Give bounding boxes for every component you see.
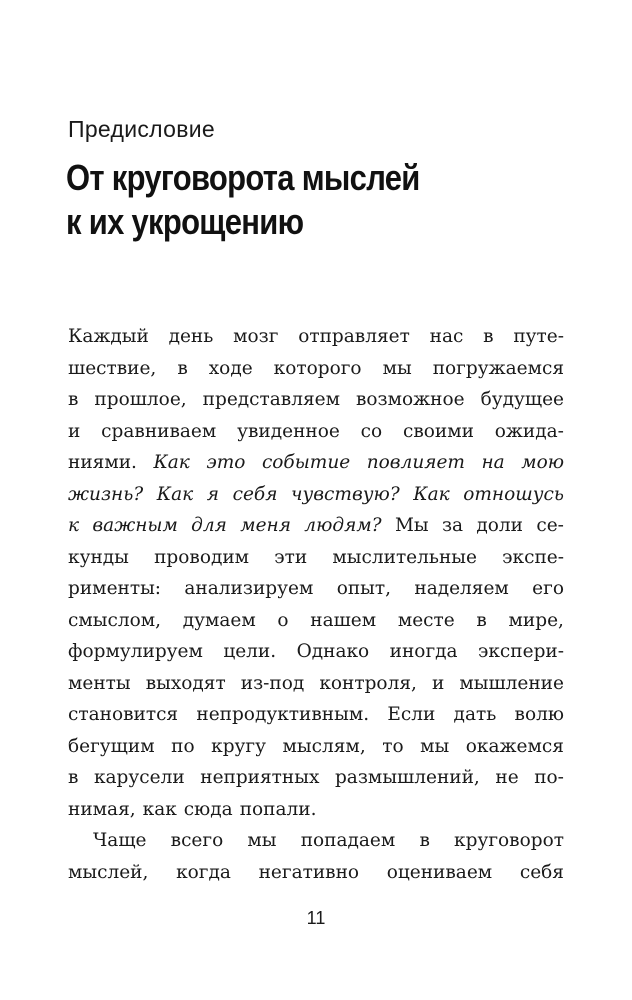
chapter-title	[66, 156, 420, 244]
word: и	[68, 420, 81, 442]
word: своими	[402, 420, 474, 442]
word: когда	[176, 861, 231, 883]
word: событие	[261, 452, 351, 473]
word: оцениваем	[386, 861, 493, 883]
word: как	[142, 798, 177, 820]
word: Если	[387, 704, 436, 725]
text-line	[68, 762, 564, 794]
word: за	[441, 515, 464, 536]
text-line	[68, 636, 564, 668]
word: будущее	[480, 389, 564, 410]
word: мире,	[508, 609, 564, 631]
text-line	[68, 857, 564, 889]
word: выходят	[145, 672, 226, 694]
word: менты	[68, 672, 131, 694]
word: в	[483, 326, 494, 347]
word: по	[171, 735, 195, 757]
chapter-title-line: От круговорота мыслей	[66, 157, 420, 198]
text-line	[68, 447, 564, 479]
word: и	[431, 672, 445, 694]
word: Как	[153, 452, 190, 473]
word: проводим	[154, 546, 250, 568]
text-line	[68, 510, 564, 542]
word: волю	[514, 704, 564, 725]
word: круговорот	[454, 830, 564, 851]
word: Как	[156, 483, 194, 505]
word: себя	[519, 861, 564, 883]
word: погружаемся	[432, 357, 564, 379]
word: размышлений,	[334, 767, 480, 788]
page-number: 11	[306, 908, 326, 928]
word: путе-	[513, 326, 564, 347]
word: иногда	[389, 641, 458, 662]
word: из-под	[240, 672, 305, 694]
section-kicker: Предисловие	[68, 116, 216, 142]
word: прошлое,	[94, 389, 187, 410]
word: бегущим	[68, 735, 155, 757]
word: его	[532, 578, 564, 599]
word: попали.	[239, 798, 317, 820]
word: мыслительные	[332, 546, 477, 568]
word: анализируем	[184, 578, 314, 599]
word: экспе-	[502, 546, 564, 568]
word: дать	[453, 704, 497, 725]
word: Как	[413, 483, 450, 505]
word: чувствую?	[291, 483, 400, 505]
word: Однако	[296, 641, 370, 662]
word: увиденное	[237, 420, 340, 442]
word: мы	[382, 357, 412, 379]
text-line	[68, 825, 564, 857]
word: мы	[420, 735, 450, 757]
word: на	[481, 452, 505, 473]
word: отношусь	[463, 483, 564, 505]
word: повлияет	[366, 452, 465, 473]
word: к	[68, 515, 80, 536]
word: попадаем	[300, 830, 396, 851]
word: для	[191, 515, 227, 536]
text-line	[68, 321, 564, 353]
word: всего	[170, 830, 224, 851]
text-line	[68, 668, 564, 700]
word: доли	[476, 515, 524, 536]
word: это	[206, 452, 246, 473]
word: отправляет	[298, 326, 410, 347]
word: негативно	[258, 861, 360, 883]
word: я	[206, 483, 220, 505]
word: нашем	[310, 609, 377, 631]
word: опыт,	[336, 578, 392, 599]
word: окажемся	[465, 735, 564, 757]
text-line	[68, 731, 564, 763]
word: кунды	[68, 546, 129, 568]
word: ниями.	[68, 452, 137, 473]
word: меня	[240, 515, 291, 536]
chapter-title-line: к их укрощению	[66, 201, 304, 242]
word: мыслям,	[282, 735, 366, 757]
word: по-	[534, 767, 564, 788]
word: в	[476, 609, 487, 631]
word: непродуктивным.	[196, 704, 370, 725]
text-line	[68, 479, 564, 511]
word: мозг	[233, 326, 279, 347]
word: себя	[232, 483, 278, 505]
word: сравниваем	[101, 420, 217, 442]
text-line	[68, 384, 564, 416]
word: ходе	[208, 357, 253, 379]
word: возможное	[355, 389, 465, 410]
word: се-	[536, 515, 564, 536]
word: формулируем	[68, 641, 203, 662]
word: неприятных	[200, 767, 320, 788]
text-line	[68, 699, 564, 731]
text-line	[68, 353, 564, 385]
word: в	[68, 389, 79, 410]
word: которого	[273, 357, 362, 379]
word: со	[360, 420, 383, 442]
word: рименты:	[68, 578, 162, 599]
word: Чаще	[93, 830, 147, 851]
word: становится	[68, 704, 179, 725]
word: экспери-	[478, 641, 564, 662]
word: мы	[247, 830, 277, 851]
word: представляем	[202, 389, 340, 410]
text-line	[68, 416, 564, 448]
word: месте	[397, 609, 455, 631]
word: в	[177, 357, 188, 379]
word: Каждый	[68, 326, 149, 347]
text-line	[68, 605, 564, 637]
word: цели.	[223, 641, 277, 662]
text-line	[68, 573, 564, 605]
word: смыслом,	[68, 609, 161, 631]
word: наделяем	[414, 578, 509, 599]
word: о	[277, 609, 289, 631]
word: контроля,	[319, 672, 417, 694]
word: жизнь?	[68, 483, 144, 505]
word: людям?	[304, 515, 382, 536]
word: карусели	[93, 767, 185, 788]
word: важным	[92, 515, 178, 536]
word: день	[168, 326, 214, 347]
word: нас	[429, 326, 464, 347]
word: в	[419, 830, 430, 851]
word: не	[495, 767, 519, 788]
word: ожида-	[494, 420, 564, 442]
word: то	[382, 735, 404, 757]
body-text	[68, 321, 564, 888]
word: Мы	[394, 515, 429, 536]
word: мыслей,	[68, 861, 149, 883]
text-line	[68, 542, 564, 574]
word: шествие,	[68, 357, 157, 379]
word: в	[68, 767, 79, 788]
word: мышление	[459, 672, 564, 694]
text-line	[68, 794, 564, 826]
word: кругу	[211, 735, 266, 757]
word: мою	[521, 452, 564, 473]
word: нимая,	[68, 798, 136, 820]
word: эти	[274, 546, 308, 568]
word: сюда	[183, 798, 233, 820]
word: думаем	[182, 609, 256, 631]
